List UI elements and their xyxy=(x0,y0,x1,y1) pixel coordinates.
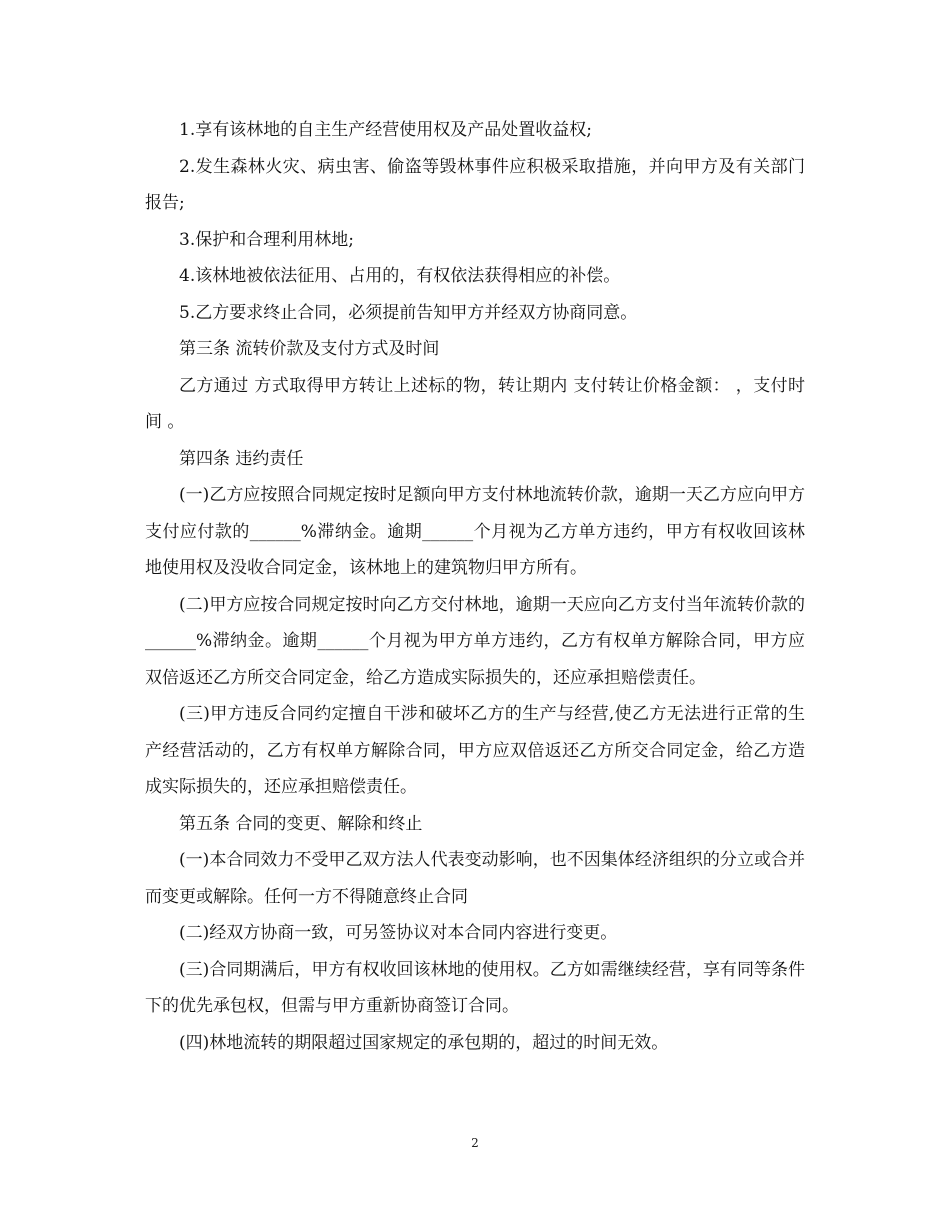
article-4-heading: 第四条 违约责任 xyxy=(179,448,304,469)
document-body xyxy=(145,112,805,1061)
page-number: 2 xyxy=(471,1136,479,1150)
paragraph-right-1: 1.享有该林地的自主生产经营使用权及产品处置收益权; xyxy=(179,120,592,140)
paragraph-right-5: 5.乙方要求终止合同，必须提前告知甲方并经双方协商同意。 xyxy=(179,302,638,323)
article-5-heading: 第五条 合同的变更、解除和终止 xyxy=(179,813,423,834)
article-4-clause-3: (三)甲方违反合同约定擅自干涉和破坏乙方的生产与经营,使乙方无法进行正常的生产经营活动的，乙方有权单方解除合同，甲方应双倍返还乙方所交合同定金，给乙方造成实际损失的，还应承担赔偿责任。 xyxy=(145,704,805,797)
article-5-clause-1: (一)本合同效力不受甲乙双方法人代表变动影响，也不因集体经济组织的分立或合并而变更或解除。任何一方不得随意终止合同 xyxy=(145,850,805,907)
article-4-clause-1: (一)乙方应按照合同规定按时足额向甲方支付林地流转价款，逾期一天乙方应向甲方支付应付款的______%滞纳金。逾期______个月视为乙方单方违约，甲方有权收回该林地使用权及没收合同定金，该林地上的建筑物归甲方所有。 xyxy=(145,485,805,578)
article-3-heading: 第三条 流转价款及支付方式及时间 xyxy=(179,339,440,359)
paragraph-right-2: 2.发生森林火灾、病虫害、偷盗等毁林事件应积极采取措施，并向甲方及有关部门报告; xyxy=(145,156,805,213)
paragraph-right-4: 4.该林地被依法征用、占用的，有权依法获得相应的补偿。 xyxy=(179,266,621,286)
article-5-clause-2: (二)经双方协商一致，可另签协议对本合同内容进行变更。 xyxy=(179,923,618,943)
article-5-clause-4: (四)林地流转的期限超过国家规定的承包期的，超过的时间无效。 xyxy=(179,1032,669,1053)
article-5-clause-3: (三)合同期满后，甲方有权收回该林地的使用权。乙方如需继续经营，享有同等条件下的优先承包权，但需与甲方重新协商签订合同。 xyxy=(145,959,805,1016)
paragraph-right-3: 3.保护和合理利用林地; xyxy=(179,229,354,250)
article-3-body: 乙方通过 方式取得甲方转让上述标的物，转让期内 支付转让价格金额： ，支付时间 。 xyxy=(145,375,805,432)
article-4-clause-2: (二)甲方应按合同规定按时向乙方交付林地，逾期一天应向乙方支付当年流转价款的______%滞纳金。逾期______个月视为甲方单方违约，乙方有权单方解除合同，甲方应双倍返还乙方所交合同定金，给乙方造成实际损失的，还应承担赔偿责任。 xyxy=(145,594,805,688)
